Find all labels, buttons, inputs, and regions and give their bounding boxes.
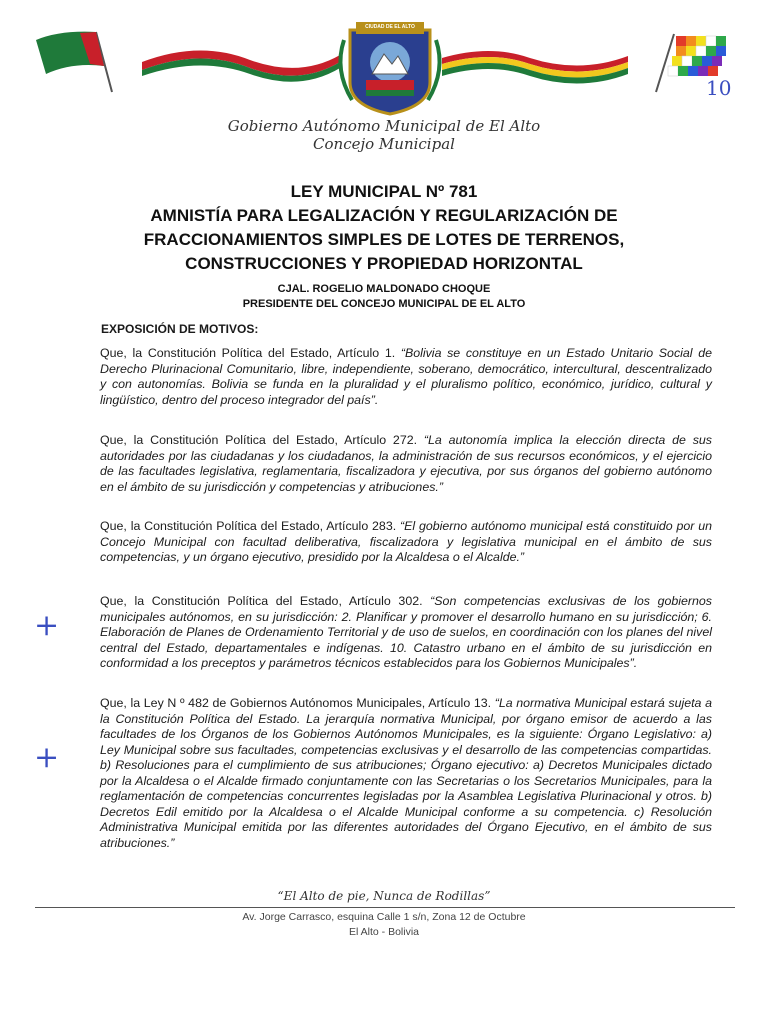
paragraph-intro: Que, la Constitución Política del Estado, Artículo 272. <box>100 433 424 447</box>
footer-address-line-1: Av. Jorge Carrasco, esquina Calle 1 s/n, Zona 12 de Octubre <box>242 911 526 923</box>
paragraph-2 <box>100 433 712 495</box>
institution-name: Gobierno Autónomo Municipal de El Alto <box>227 117 541 135</box>
law-title-line-1: AMNISTÍA PARA LEGALIZACIÓN Y REGULARIZACIÓN DE <box>150 206 618 225</box>
paragraph-quote: “La normativa Municipal estará sujeta a la Constitución Política del Estado. La jerarquía normativa Municipal, por órgano emisor de acuerdo a las facultades de los Órganos de los Gobiernos Autónomos Municipales, es la siguiente: Órgano Legislativo: a) Ley Municipal sobre sus facultades, competencias exclusivas y el desarrollo de las competencias compartidas. b) Resoluciones para el cumplimiento de sus atribuciones; Órgano ejecutivo: a) Decretos Municipales dictado por la Alcaldesa o el Alcalde firmado conjuntamente con las Secretarias o los Secretarios Municipales, para la reglamentación de competencias concurrentes legisladas por la Asamblea Legislativa Plurinacional y otros. b) Decretos Edil emitido por la Alcaldesa o el Alcalde Municipal conforme a su competencia. c) Resolución Administrativa Municipal emitida por las diferentes autoridades del Órgano Ejecutivo, en el ámbito de sus atribuciones.” <box>100 696 712 850</box>
paragraph-intro: Que, la Constitución Política del Estado, Artículo 283. <box>100 519 400 533</box>
paragraph-4 <box>100 594 712 672</box>
law-number: LEY MUNICIPAL Nº 781 <box>290 182 478 201</box>
signer-role: PRESIDENTE DEL CONCEJO MUNICIPAL DE EL ALTO <box>242 298 526 310</box>
paragraph-5 <box>100 696 712 851</box>
handwritten-mark-1: + <box>34 608 60 643</box>
right-ribbon <box>442 51 628 84</box>
city-emblem-icon <box>340 22 439 114</box>
law-title-line-3: CONSTRUCCIONES Y PROPIEDAD HORIZONTAL <box>185 254 583 273</box>
handwritten-page-number: 10 <box>706 76 732 100</box>
header-banner <box>0 0 768 130</box>
council-name: Concejo Municipal <box>313 135 455 153</box>
paragraph-3 <box>100 519 712 566</box>
section-heading: EXPOSICIÓN DE MOTIVOS: <box>101 322 259 336</box>
paragraph-intro: Que, la Ley N º 482 de Gobiernos Autónomos Municipales, Artículo 13. <box>100 696 495 710</box>
paragraph-intro: Que, la Constitución Política del Estado, Artículo 302. <box>100 594 431 608</box>
emblem-caption: CIUDAD DE EL ALTO <box>365 24 415 30</box>
paragraph-quote: “Bolivia se constituye en un Estado Unitario Social de Derecho Plurinacional Comunitario, libre, independiente, soberano, democrático, intercultural, descentralizado y con autonomías. Bolivia se funda en la pluralidad y el pluralismo político, económico, jurídico, cultural y lingüístico, dentro del proceso integrador del país”. <box>100 346 712 407</box>
paragraph-intro: Que, la Constitución Política del Estado, Artículo 1. <box>100 346 401 360</box>
law-title-line-2: FRACCIONAMIENTOS SIMPLES DE LOTES DE TERRENOS, <box>143 230 625 249</box>
footer-divider <box>35 907 735 908</box>
paragraph-quote: “La autonomía implica la elección directa de sus autoridades por las ciudadanas y los ciudadanos, la administración de sus recursos económicos, y el ejercicio de las facultades legislativa, reglamentaria, fiscalizadora y ejecutiva, por sus órganos del gobierno autónomo en el ámbito de su jurisdicción y competencias y atribuciones.” <box>100 433 712 494</box>
left-flag-icon <box>36 32 112 92</box>
paragraph-1 <box>100 346 712 408</box>
left-ribbon <box>142 50 340 81</box>
signer-name: CJAL. ROGELIO MALDONADO CHOQUE <box>277 283 491 295</box>
footer-motto: “El Alto de pie, Nunca de Rodillas” <box>277 889 491 903</box>
footer-address-line-2: El Alto - Bolivia <box>348 926 420 938</box>
handwritten-mark-2: + <box>34 740 60 775</box>
paragraph-quote: “El gobierno autónomo municipal está constituido por un Concejo Municipal con facultad deliberativa, fiscalizadora y legislativa municipal en el ámbito de sus competencias, y un órgano ejecutivo, presidido por la Alcaldesa o el Alcalde.” <box>100 519 713 564</box>
paragraph-quote: “Son competencias exclusivas de los gobiernos municipales autónomos, en su jurisdicción: 2. Planificar y promover el desarrollo humano en su jurisdicción; 6. Elaboración de Planes de Ordenamiento Territorial y de uso de suelos, en coordinación con los planes del nivel central del Estado, departamentales e indígenas. 10. Catastro urbano en el ámbito de su jurisdicción en conformidad a los preceptos y parámetros técnicos establecidos para los Gobiernos Municipales”. <box>100 594 712 670</box>
